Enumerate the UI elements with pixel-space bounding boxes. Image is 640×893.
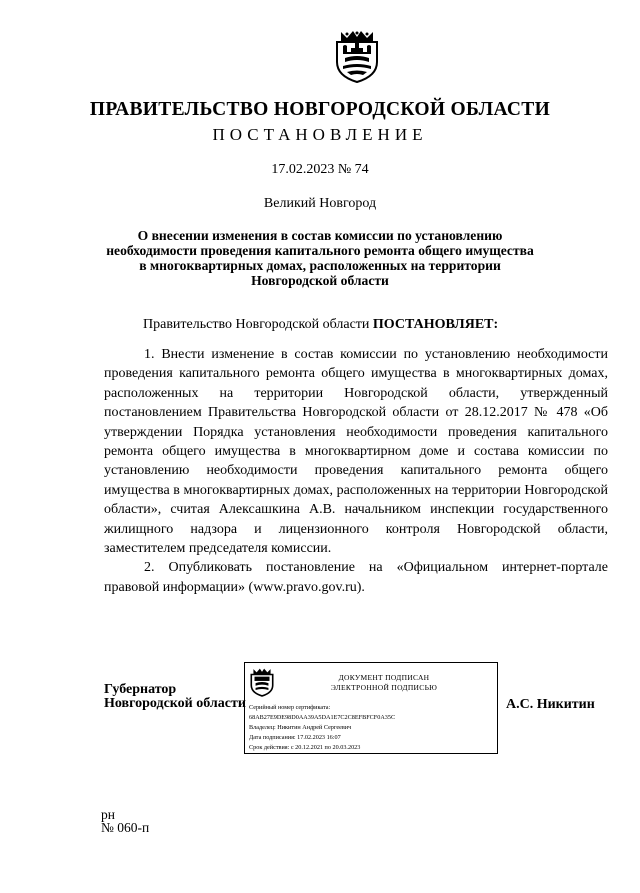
city: Великий Новгород — [263, 196, 377, 211]
novgorod-coat-of-arms-icon — [333, 28, 381, 84]
footer-reference: № 060-п — [101, 820, 150, 835]
document-body — [104, 345, 608, 597]
cert-label: Серийный номер сертификата: — [249, 704, 331, 711]
subject-line: в многоквартирных домах, расположенных на территории — [139, 258, 501, 273]
cert-number: 68AB27E9DE98D0AA39A5DA1E7C2C8EFBFCF0A35C — [249, 714, 396, 721]
signer-name: А.С. Никитин — [506, 697, 595, 712]
body-paragraph-1: 1. Внести изменение в состав комиссии по установлению необходимости проведения капитального ремонта общего имущества в многоквартирных домах, расположенных на территории Новгородской области, утвержденный постановлением Правительства Новгородской области от 28.12.2017 № 478 «Об утверждении Порядка установления необходимости проведения капитального ремонта общего имущества в многоквартирном доме и состава комиссии по установлению необходимости проведения капитального ремонта общего имущества в многоквартирных домах, расположенных на территории Новгородской области», считая Алексашкина А.В. начальником инспекции государственного жилищного надзора и лицензионного контроля Новгородской области, заместителем председателя комиссии. — [104, 347, 608, 557]
electronic-signature-stamp — [244, 662, 498, 754]
signer-position-line: Новгородской области — [104, 696, 246, 711]
signer-position — [104, 683, 246, 711]
date-and-number: 17.02.2023 № 74 — [271, 162, 369, 177]
preamble — [143, 317, 498, 333]
footer-initials: рн — [101, 807, 115, 822]
subject-line: Новгородской области — [251, 273, 389, 288]
government-title: ПРАВИТЕЛЬСТВО НОВГОРОДСКОЙ ОБЛАСТИ — [89, 99, 551, 120]
stamp-title-line: ДОКУМЕНТ ПОДПИСАН — [338, 673, 430, 682]
footer — [101, 808, 149, 834]
document-subject — [60, 228, 580, 288]
subject-line: О внесении изменения в состав комиссии по установлению — [137, 228, 503, 243]
subject-line: необходимости проведения капитального ремонта общего имущества — [106, 243, 534, 258]
coat-of-arms-icon — [249, 667, 275, 697]
cert-owner: Владелец: Никитин Андрей Сергеевич — [249, 724, 352, 731]
signed-date: Дата подписания: 17.02.2023 16:07 — [249, 734, 341, 741]
preamble-text: Правительство Новгородской области — [143, 317, 373, 332]
cert-validity: Срок действия: с 20.12.2021 по 20.03.2023 — [249, 744, 361, 751]
document-type: ПОСТАНОВЛЕНИЕ — [212, 125, 428, 144]
signer-position-line: Губернатор — [104, 682, 177, 697]
stamp-info — [249, 703, 395, 753]
preamble-resolves: ПОСТАНОВЛЯЕТ: — [372, 317, 499, 332]
stamp-title-line: ЭЛЕКТРОННОЙ ПОДПИСЬЮ — [330, 683, 438, 692]
stamp-title — [279, 673, 489, 693]
body-paragraph-2: 2. Опубликовать постановление на «Официальном интернет-портале правовой информации» (www.pravo.gov.ru). — [104, 560, 608, 595]
